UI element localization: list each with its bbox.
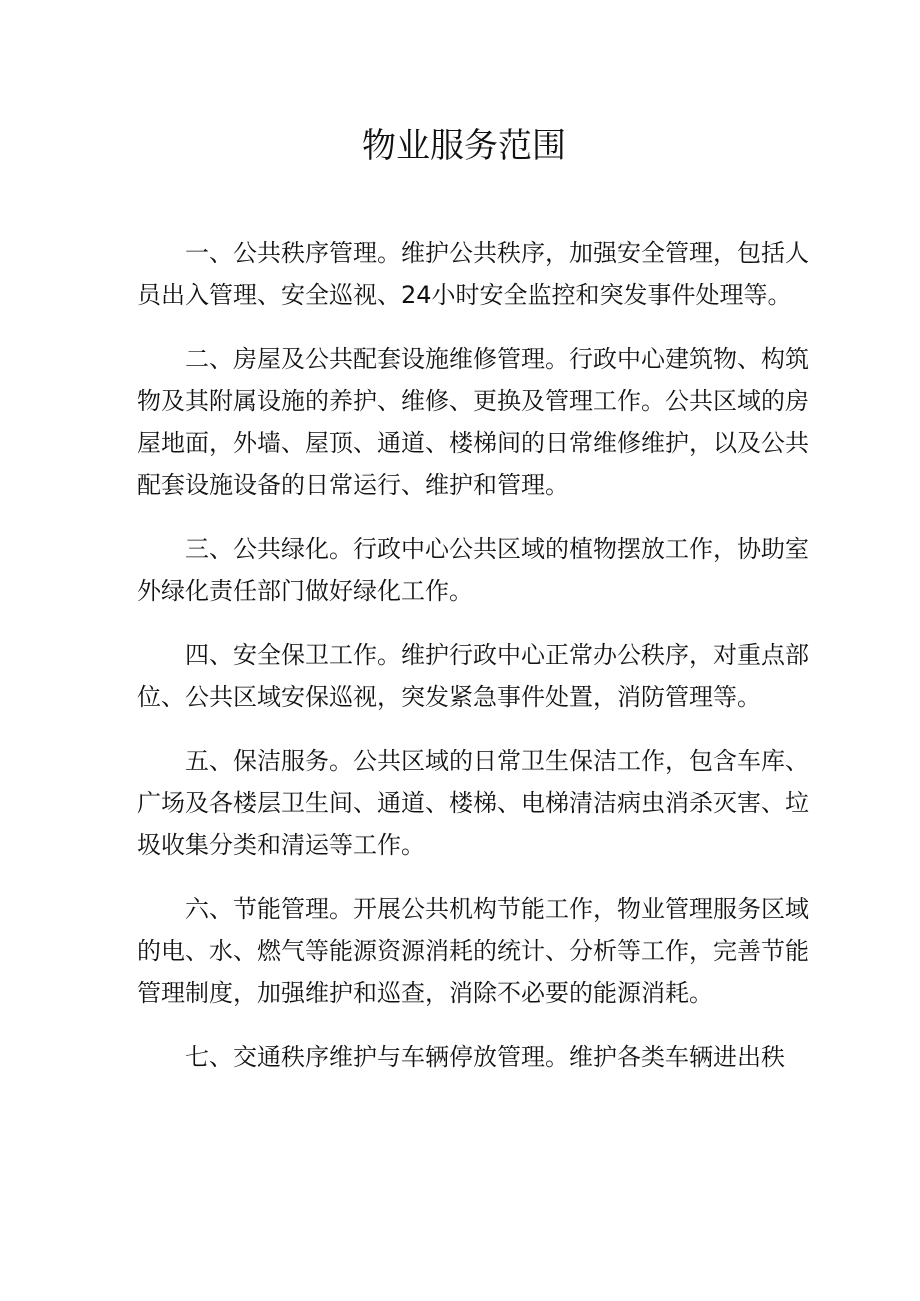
paragraph-security: 四、安全保卫工作。维护行政中心正常办公秩序，对重点部位、公共区域安保巡视，突发紧急事件处置，消防管理等。 — [137, 641, 809, 711]
paragraph-cleaning: 五、保洁服务。公共区域的日常卫生保洁工作，包含车库、广场及各楼层卫生间、通道、楼梯、电梯清洁病虫消杀灭害、垃圾收集分类和清运等工作。 — [137, 747, 809, 859]
paragraph-public-order: 一、公共秩序管理。维护公共秩序，加强安全管理，包括人员出入管理、安全巡视、24小时安全监控和突发事件处理等。 — [137, 239, 809, 309]
paragraph-building-maintenance: 二、房屋及公共配套设施维修管理。行政中心建筑物、构筑物及其附属设施的养护、维修、更换及管理工作。公共区域的房屋地面，外墙、屋顶、通道、楼梯间的日常维修维护，以及公共配套设施设备的日常运行、维护和管理。 — [137, 345, 809, 499]
paragraph-energy-saving: 六、节能管理。开展公共机构节能工作，物业管理服务区域的电、水、燃气等能源资源消耗的统计、分析等工作，完善节能管理制度，加强维护和巡查，消除不必要的能源消耗。 — [137, 895, 809, 1007]
page-title: 物业服务范围 — [362, 126, 566, 166]
paragraph-public-greening: 三、公共绿化。行政中心公共区域的植物摆放工作，协助室外绿化责任部门做好绿化工作。 — [137, 535, 809, 605]
document-body — [137, 232, 809, 1100]
paragraph-traffic-parking: 七、交通秩序维护与车辆停放管理。维护各类车辆进出秩 — [185, 1043, 785, 1071]
